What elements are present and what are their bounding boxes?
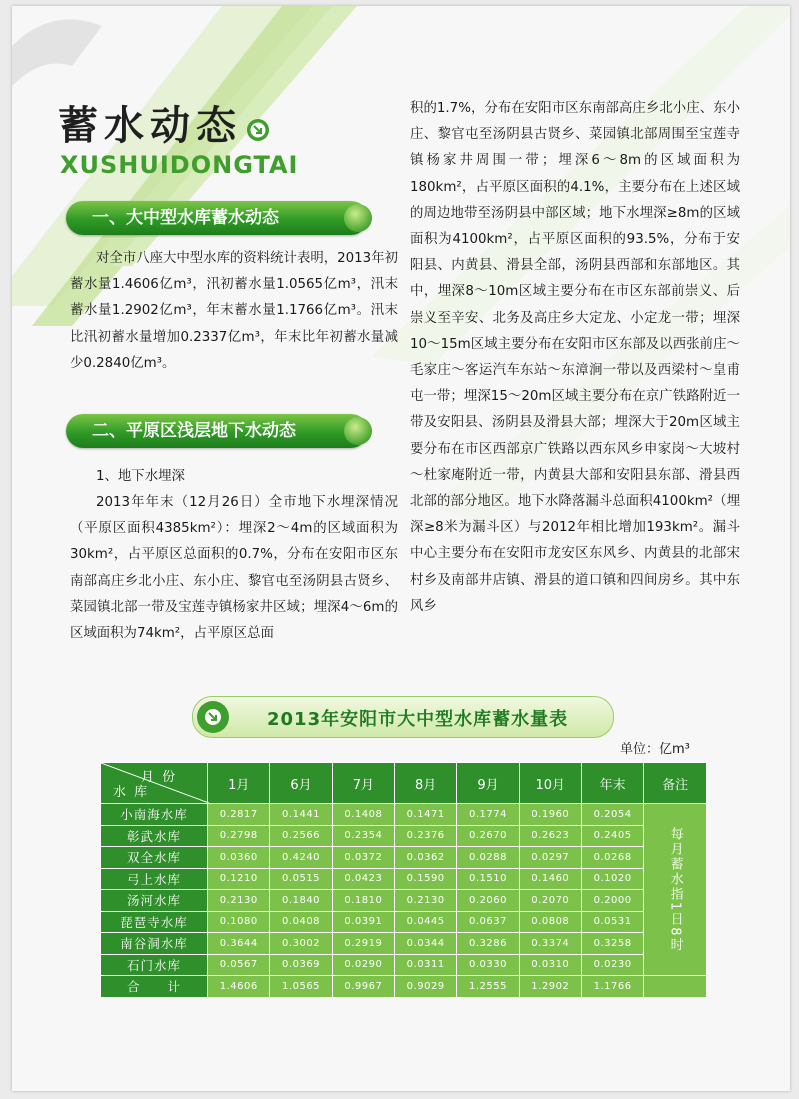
value-cell: 0.1020 (581, 868, 643, 890)
column-header: 7月 (332, 763, 394, 804)
value-cell: 1.2902 (519, 976, 581, 998)
corner-month-label: 月 份 (140, 770, 178, 785)
reservoir-name-cell: 小南海水库 (101, 804, 208, 826)
value-cell: 0.2670 (457, 825, 519, 847)
value-cell: 0.0531 (581, 911, 643, 933)
section2-body-right (410, 96, 740, 620)
value-cell: 0.0344 (395, 933, 457, 955)
table-unit: 单位：亿m³ (620, 742, 690, 757)
value-cell: 0.2919 (332, 933, 394, 955)
note-header: 备注 (644, 763, 707, 804)
value-cell: 0.1810 (332, 890, 394, 912)
value-cell: 0.0310 (519, 954, 581, 976)
value-cell: 0.0369 (270, 954, 332, 976)
table-row (101, 954, 707, 976)
column-header: 8月 (395, 763, 457, 804)
value-cell: 0.2405 (581, 825, 643, 847)
value-cell: 0.2130 (395, 890, 457, 912)
section2-subheading (70, 464, 398, 490)
value-cell: 0.2566 (270, 825, 332, 847)
value-cell: 0.2054 (581, 804, 643, 826)
value-cell: 0.4240 (270, 847, 332, 869)
value-cell: 0.0423 (332, 868, 394, 890)
value-cell: 1.2555 (457, 976, 519, 998)
table-body (101, 804, 707, 998)
reservoir-name-cell: 双全水库 (101, 847, 208, 869)
value-cell: 1.1766 (581, 976, 643, 998)
value-cell: 0.1590 (395, 868, 457, 890)
section1-body-text: 对全市八座大中型水库的资料统计表明，2013年初蓄水量1.4606亿m³，汛初蓄水量1.0565亿m³，汛末蓄水量1.2902亿m³，年末蓄水量1.1766亿m³。汛末比汛初蓄水量增加0.2337亿m³，年末比年初蓄水量减少0.2840亿m³。 (70, 251, 398, 371)
value-cell: 0.0567 (208, 954, 270, 976)
decorative-ball (344, 417, 372, 445)
value-cell: 0.0268 (581, 847, 643, 869)
value-cell: 0.2060 (457, 890, 519, 912)
value-cell: 0.2130 (208, 890, 270, 912)
value-cell: 0.0515 (270, 868, 332, 890)
value-cell: 0.0311 (395, 954, 457, 976)
table-row (101, 825, 707, 847)
table-header-row (101, 763, 707, 804)
value-cell: 0.1774 (457, 804, 519, 826)
value-cell: 0.0408 (270, 911, 332, 933)
value-cell: 0.0391 (332, 911, 394, 933)
value-cell: 0.1441 (270, 804, 332, 826)
table-title-banner (192, 696, 614, 738)
value-cell: 0.0637 (457, 911, 519, 933)
section2-body-left-text: 2013年年末（12月26日）全市地下水埋深情况（平原区面积4385km²）：埋深2～4m的区域面积为30km²，占平原区总面积的0.7%，分布在安阳市区东南部高庄乡北小庄、东小庄、黎官屯至汤阴县古贤乡、菜园镇北部一带及宝莲寺镇杨家井区域；埋深4～6m的区域面积为74km²，占平原区总面 (70, 495, 398, 642)
section2-body-right-text: 积的1.7%，分布在安阳市区东南部高庄乡北小庄、东小庄、黎官屯至汤阴县古贤乡、菜园镇北部周围至宝莲寺镇杨家井周围一带；埋深6～8m的区域面积为180km²，占平原区面积的4.1%，主要分布在上述区域的周边地带至汤阴县中部区域；地下水埋深≥8m的区域面积为4100km²，占平原区面积的93.5%，分布于安阳县、内黄县、滑县全部，汤阴县西部和东部地区。其中，埋深8～10m区域主要分布在市区东部前崇义、后崇义至辛安、北务及高庄乡大定龙、小定龙一带；埋深10～15m区域主要分布在安阳市区东部及以西张前庄～毛家庄～客运汽车东站～东漳涧一带以及西梁村～皇甫屯一带；埋深15～20m区域主要分布在京广铁路附近一带及安阳县、汤阴县及滑县大部；埋深大于20m区域主要分布在市区西部京广铁路以西东风乡申家岗～大坡村～杜家庵附近一带，内黄县大部和安阳县东部、滑县西北部的部分地区。地下水降落漏斗总面积4100km²（埋深≥8米为漏斗区）与2012年相比增加193km²。漏斗中心主要分布在安阳市龙安区东风乡、内黄县的北部宋村乡及南部井店镇、滑县的道口镇和四间房乡。其中东风乡 (410, 101, 740, 614)
note-cell (644, 804, 707, 976)
section2-heading (66, 414, 368, 448)
value-cell: 0.2798 (208, 825, 270, 847)
value-cell: 0.3286 (457, 933, 519, 955)
value-cell: 0.0330 (457, 954, 519, 976)
reservoir-name-cell: 石门水库 (101, 954, 208, 976)
value-cell: 0.0230 (581, 954, 643, 976)
value-cell: 0.1460 (519, 868, 581, 890)
corner-reservoir-label: 水 库 (113, 785, 150, 800)
column-header: 9月 (457, 763, 519, 804)
section1-heading-text: 一、大中型水库蓄水动态 (92, 208, 279, 228)
value-cell: 0.3258 (581, 933, 643, 955)
value-cell: 0.1960 (519, 804, 581, 826)
reservoir-name-cell: 彰武水库 (101, 825, 208, 847)
reservoir-name-cell: 南谷洞水库 (101, 933, 208, 955)
value-cell: 0.9029 (395, 976, 457, 998)
value-cell: 0.0360 (208, 847, 270, 869)
value-cell: 1.4606 (208, 976, 270, 998)
section2-subheading-text: 1、地下水埋深 (96, 469, 185, 484)
reservoir-name-cell: 弓上水库 (101, 868, 208, 890)
value-cell: 0.0297 (519, 847, 581, 869)
section1-body (70, 246, 398, 377)
column-header: 年末 (581, 763, 643, 804)
table-row (101, 890, 707, 912)
value-cell: 0.1408 (332, 804, 394, 826)
value-cell: 0.1471 (395, 804, 457, 826)
section1-heading (66, 201, 368, 235)
column-header: 6月 (270, 763, 332, 804)
table-row (101, 933, 707, 955)
page-title: 蓄水动态 (58, 103, 242, 149)
value-cell: 0.0445 (395, 911, 457, 933)
section2-heading-text: 二、平原区浅层地下水动态 (92, 421, 296, 441)
table-row (101, 804, 707, 826)
value-cell: 0.3374 (519, 933, 581, 955)
reservoir-name-cell: 琵琶寺水库 (101, 911, 208, 933)
table-title: 2013年安阳市大中型水库蓄水量表 (267, 709, 569, 730)
reservoir-name-cell: 合 计 (101, 976, 208, 998)
section2-body-left (70, 490, 398, 647)
arrow-down-right-icon (203, 707, 223, 727)
value-cell: 0.0372 (332, 847, 394, 869)
note-text: 每月蓄水指1日8时 (667, 826, 683, 953)
value-cell: 1.0565 (270, 976, 332, 998)
blank-cell (644, 976, 707, 998)
value-cell: 0.2623 (519, 825, 581, 847)
value-cell: 0.2817 (208, 804, 270, 826)
value-cell: 0.0362 (395, 847, 457, 869)
value-cell: 0.1840 (270, 890, 332, 912)
value-cell: 0.9967 (332, 976, 394, 998)
value-cell: 0.3002 (270, 933, 332, 955)
column-header: 10月 (519, 763, 581, 804)
page-subtitle: XUSHUIDONGTAI (60, 151, 299, 179)
value-cell: 0.0288 (457, 847, 519, 869)
value-cell: 0.0290 (332, 954, 394, 976)
value-cell: 0.0808 (519, 911, 581, 933)
page (12, 6, 790, 1091)
value-cell: 0.3644 (208, 933, 270, 955)
value-cell: 0.1080 (208, 911, 270, 933)
table-row (101, 868, 707, 890)
table-row (101, 847, 707, 869)
value-cell: 0.1210 (208, 868, 270, 890)
value-cell: 0.2000 (581, 890, 643, 912)
corner-header (101, 763, 208, 804)
table-row (101, 911, 707, 933)
column-header: 1月 (208, 763, 270, 804)
arrow-down-right-icon (246, 118, 270, 142)
value-cell: 0.2354 (332, 825, 394, 847)
value-cell: 0.1510 (457, 868, 519, 890)
decorative-ball (344, 204, 372, 232)
table-row (101, 976, 707, 998)
value-cell: 0.2070 (519, 890, 581, 912)
value-cell: 0.2376 (395, 825, 457, 847)
reservoir-name-cell: 汤河水库 (101, 890, 208, 912)
reservoir-table (100, 762, 707, 998)
